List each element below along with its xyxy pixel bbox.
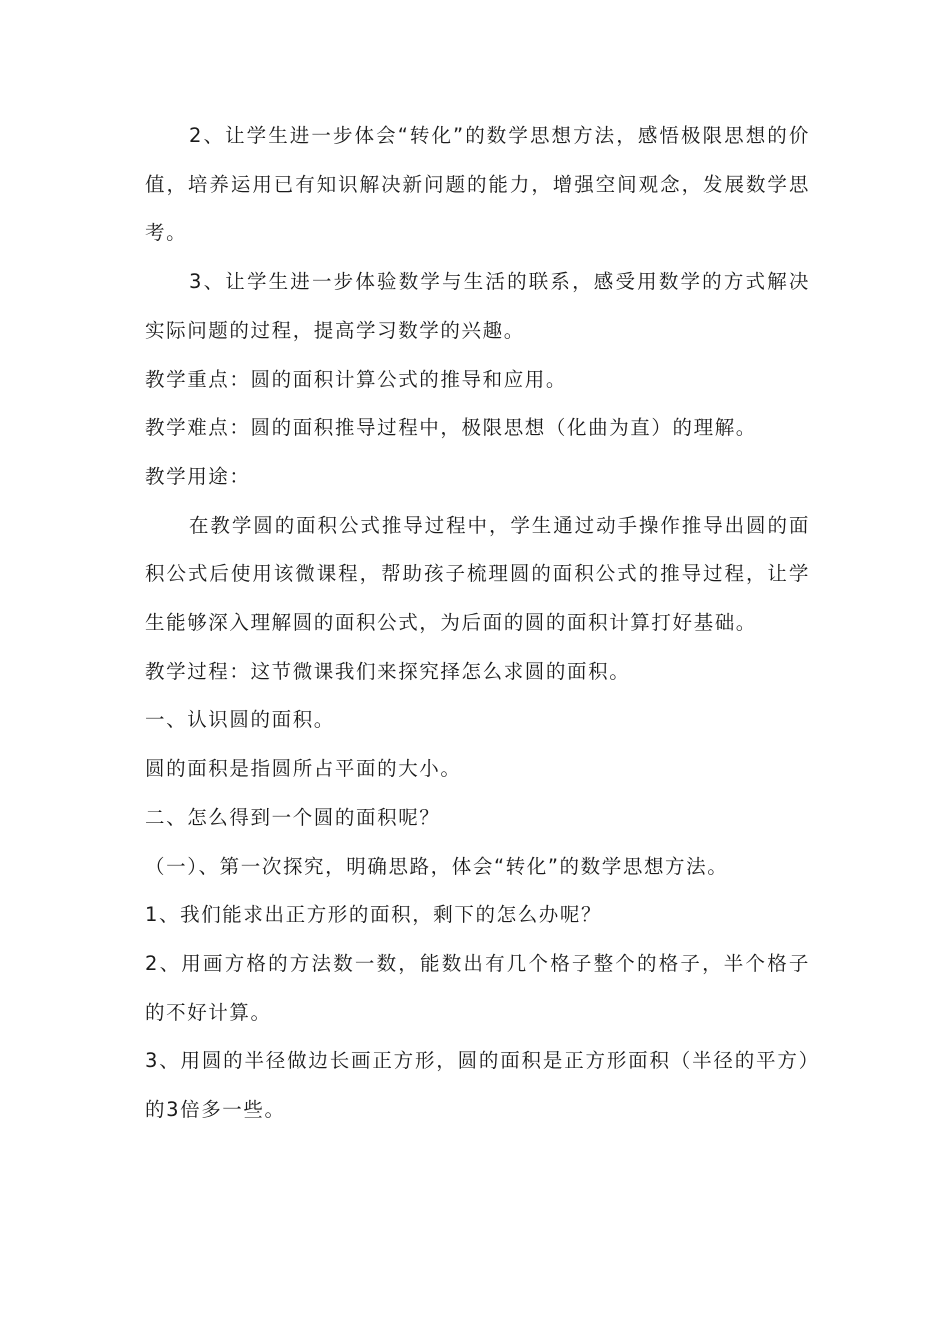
document-body bbox=[145, 112, 810, 1135]
step-1-line: 1、我们能求出正方形的面积，剩下的怎么办呢？ bbox=[145, 903, 603, 927]
section-2-heading: 二、怎么得到一个圆的面积呢？ bbox=[145, 805, 441, 829]
section-1-heading: 一、认识圆的面积。 bbox=[145, 708, 335, 732]
step-2-paragraph: 2、用画方格的方法数一数，能数出有几个格子整个的格子，半个格子的不好计算。 bbox=[145, 951, 810, 1024]
circle-area-definition: 圆的面积是指圆所占平面的大小。 bbox=[145, 757, 462, 781]
teaching-focus-line: 教学重点：圆的面积计算公式的推导和应用。 bbox=[145, 367, 568, 391]
subsection-1-heading: （一）、第一次探究，明确思路，体会“转化”的数学思想方法。 bbox=[145, 854, 729, 878]
teaching-use-paragraph: 在教学圆的面积公式推导过程中，学生通过动手操作推导出圆的面积公式后使用该微课程，帮助孩子梳理圆的面积公式的推导过程，让学生能够深入理解圆的面积公式，为后面的圆的面积计算打好基础。 bbox=[145, 513, 810, 635]
objective-2-paragraph: 2、让学生进一步体会“转化”的数学思想方法，感悟极限思想的价值，培养运用已有知识解决新问题的能力，增强空间观念，发展数学思考。 bbox=[145, 124, 810, 245]
step-3-paragraph: 3、用圆的半径做边长画正方形，圆的面积是正方形面积（半径的平方）的3倍多一些。 bbox=[145, 1049, 810, 1122]
teaching-use-heading: 教学用途： bbox=[145, 464, 251, 488]
objective-3-paragraph: 3、让学生进一步体验数学与生活的联系，感受用数学的方式解决实际问题的过程，提高学习数学的兴趣。 bbox=[145, 270, 810, 342]
teaching-process-line: 教学过程：这节微课我们来探究择怎么求圆的面积。 bbox=[145, 659, 631, 683]
teaching-difficulty-line: 教学难点：圆的面积推导过程中，极限思想（化曲为直）的理解。 bbox=[145, 416, 757, 440]
